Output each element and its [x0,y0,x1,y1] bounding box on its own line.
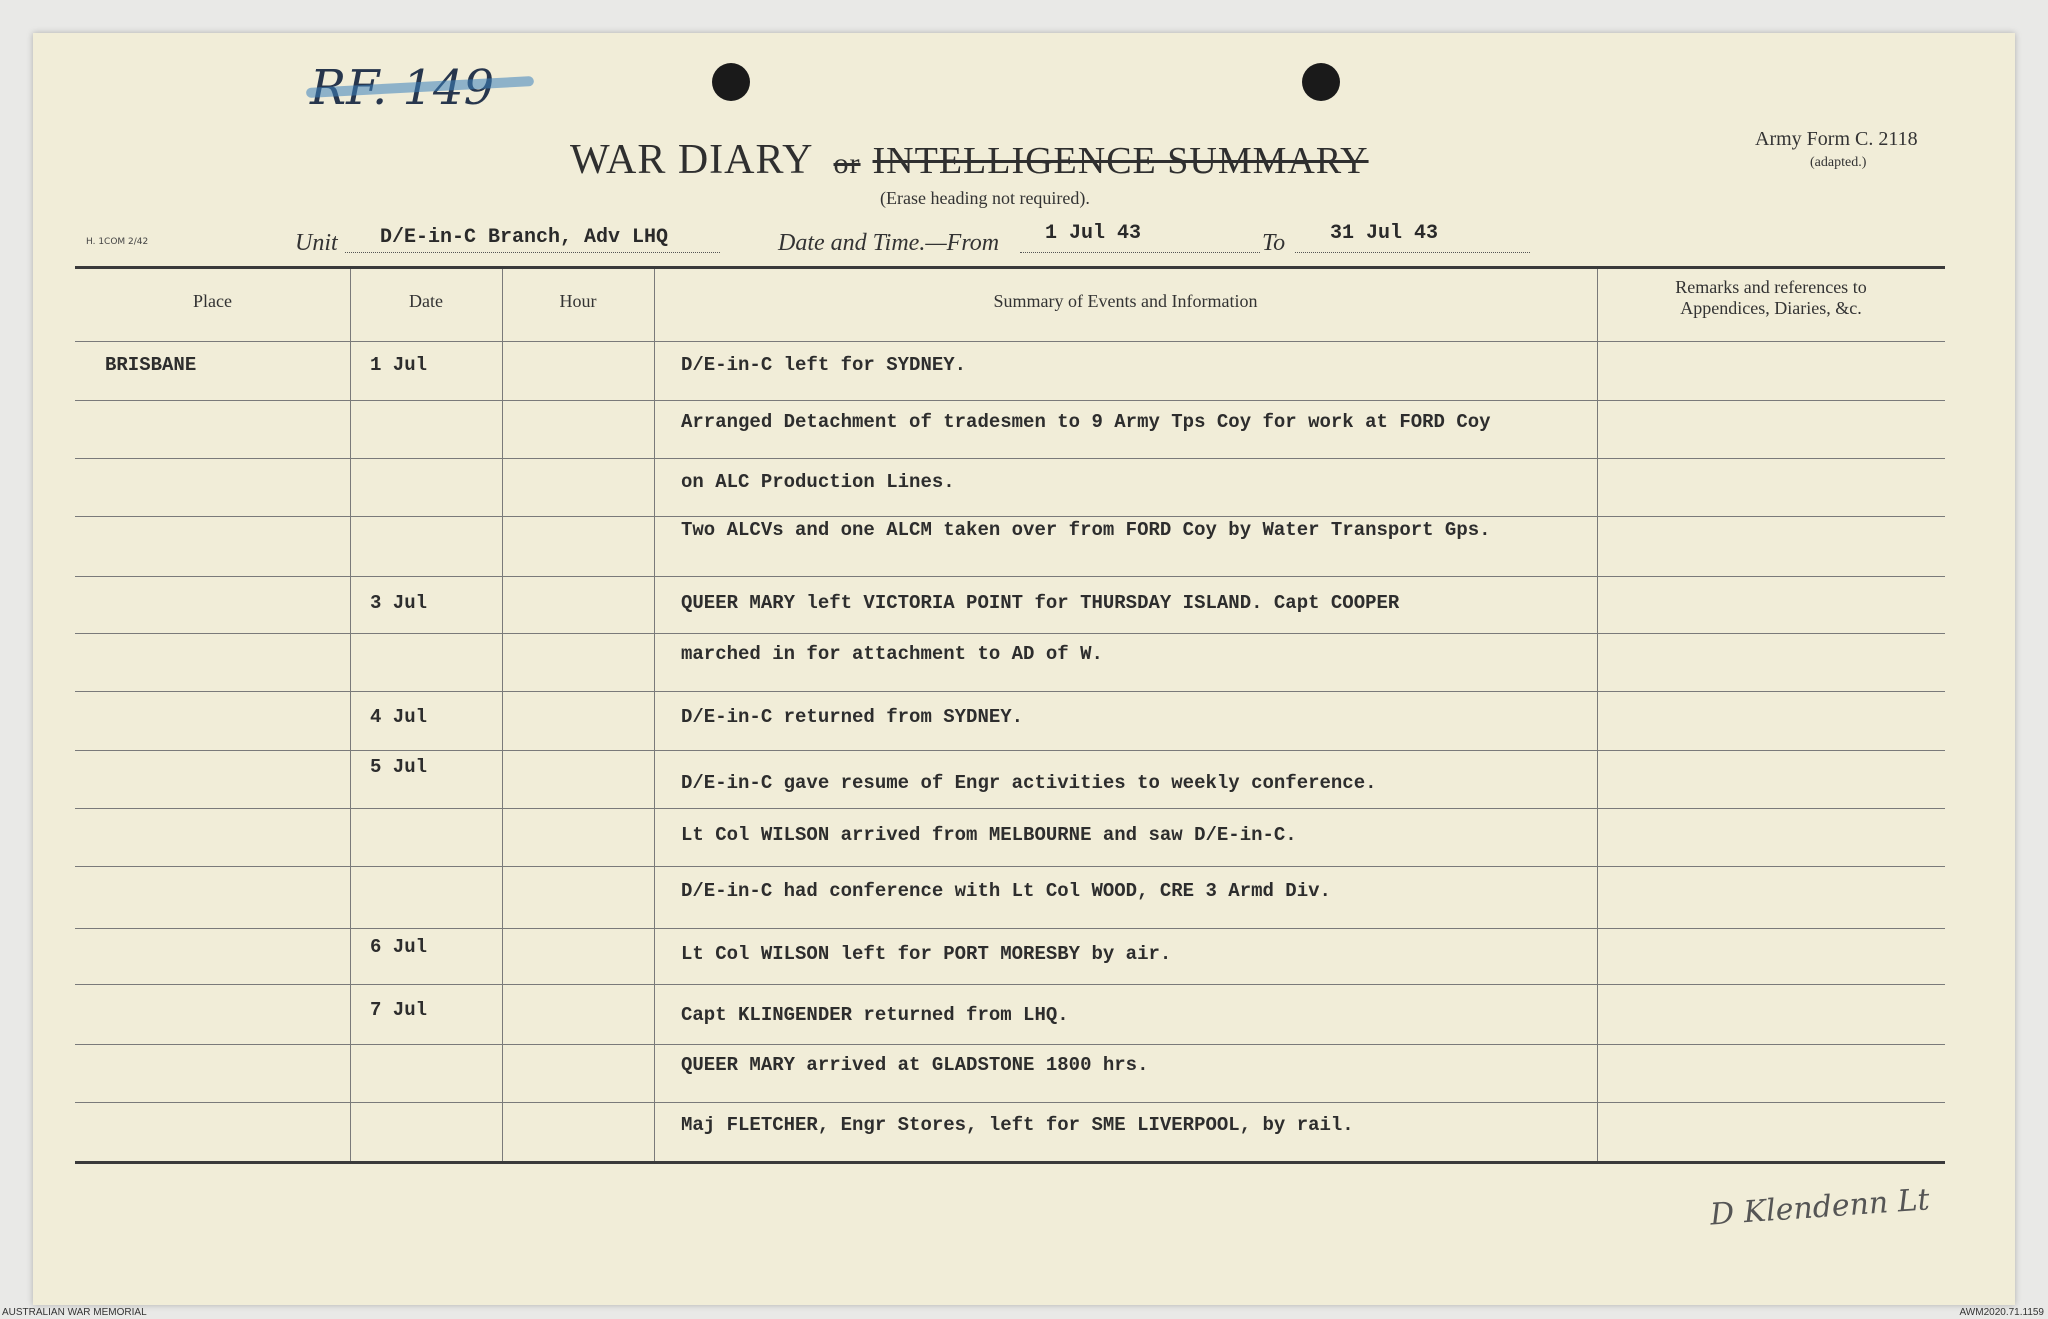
table-bottom-rule [75,1161,1945,1164]
row-divider [75,750,1945,751]
to-value: 31 Jul 43 [1330,222,1439,245]
header-remarks-line-1: Remarks and references to [1675,277,1867,297]
cell-summary: QUEER MARY arrived at GLADSTONE 1800 hrs. [681,1054,1149,1076]
from-value: 1 Jul 43 [1045,222,1142,245]
header-date: Date [409,291,443,311]
cell-date: 6 Jul [370,936,428,958]
column-divider [502,269,503,1161]
cell-summary: Maj FLETCHER, Engr Stores, left for SME LIVERPOOL, by rail. [681,1114,1354,1136]
cell-date: 3 Jul [370,592,428,614]
header-summary: Summary of Events and Information [993,291,1258,311]
title-or: or [833,147,861,180]
to-line [1295,252,1530,253]
row-divider [75,576,1945,577]
unit-value: D/E-in-C Branch, Adv LHQ [380,226,669,249]
handwritten-signature: D Klendenn Lt [1709,1182,1931,1233]
title-struck: INTELLIGENCE SUMMARY [872,140,1369,182]
column-divider [350,269,351,1161]
punch-hole-right [1302,63,1340,101]
footer-accession: AWM2020.71.1159 [1959,1307,2044,1318]
cell-summary: Lt Col WILSON left for PORT MORESBY by air. [681,943,1172,965]
form-title [570,136,1369,184]
handwritten-reference [310,60,494,116]
header-hour: Hour [559,291,597,311]
row-divider [75,691,1945,692]
row-divider [75,458,1945,459]
table-top-rule [75,266,1945,269]
row-divider [75,400,1945,401]
to-label: To [1262,230,1286,256]
cell-place: BRISBANE [105,354,197,376]
adapted-note: (adapted.) [1810,155,1867,170]
cell-summary: D/E-in-C had conference with Lt Col WOOD, CRE 3 Armd Div. [681,880,1331,902]
row-divider [75,633,1945,634]
army-form-number: Army Form C. 2118 [1755,128,1918,150]
unit-label: Unit [295,230,338,256]
cell-summary: Arranged Detachment of tradesmen to 9 Army Tps Coy for work at FORD Coy [681,411,1491,433]
from-line [1020,252,1260,253]
title-main: WAR DIARY [570,137,814,183]
cell-summary: Capt KLINGENDER returned from LHQ. [681,1004,1069,1026]
cell-summary: QUEER MARY left VICTORIA POINT for THURSDAY ISLAND. Capt COOPER [681,592,1400,614]
cell-date: 5 Jul [370,756,428,778]
cell-summary: D/E-in-C gave resume of Engr activities to weekly conference. [681,772,1377,794]
diary-table [75,266,1945,1164]
column-divider [1597,269,1598,1161]
cell-summary: Two ALCVs and one ALCM taken over from FORD Coy by Water Transport Gps. [681,519,1491,541]
cell-date: 1 Jul [370,354,428,376]
cell-summary: D/E-in-C returned from SYDNEY. [681,706,1024,728]
cell-date: 4 Jul [370,706,428,728]
row-divider [75,516,1945,517]
row-divider [75,1044,1945,1045]
header-place: Place [193,291,232,311]
cell-summary: on ALC Production Lines. [681,471,955,493]
row-divider [75,808,1945,809]
cell-summary: marched in for attachment to AD of W. [681,643,1103,665]
row-divider [75,341,1945,342]
cell-summary: Lt Col WILSON arrived from MELBOURNE and saw D/E-in-C. [681,824,1297,846]
row-divider [75,866,1945,867]
row-divider [75,984,1945,985]
column-divider [654,269,655,1161]
form-code: H. 1COM 2/42 [86,237,149,247]
footer-credit: AUSTRALIAN WAR MEMORIAL [2,1307,147,1318]
header-remarks-line-2: Appendices, Diaries, &c. [1680,298,1862,318]
cell-date: 7 Jul [370,999,428,1021]
row-divider [75,928,1945,929]
date-label: Date and Time.—From [778,230,1000,256]
unit-line [345,252,720,253]
punch-hole-left [712,63,750,101]
row-divider [75,1102,1945,1103]
cell-summary: D/E-in-C left for SYDNEY. [681,354,967,376]
form-subtitle: (Erase heading not required). [880,188,1090,208]
